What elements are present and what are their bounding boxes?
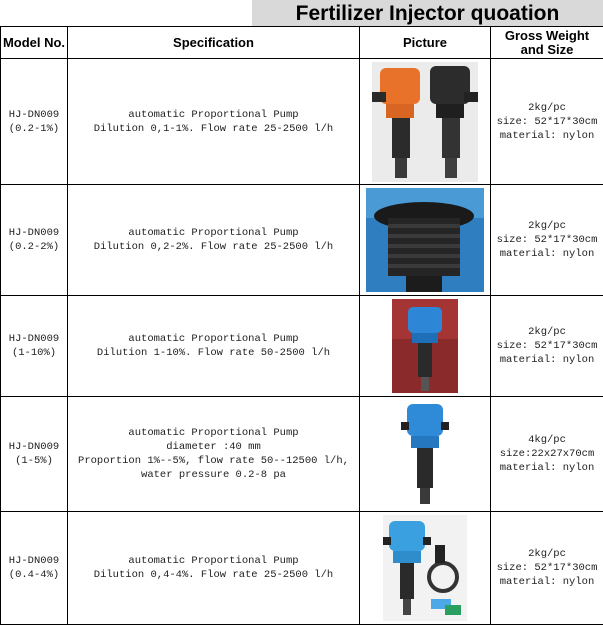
model-cell <box>1 397 68 512</box>
picture-cell <box>360 512 491 625</box>
spec-line: automatic Proportional Pump <box>128 427 299 439</box>
document-title: Fertilizer Injector quoation <box>252 0 603 26</box>
weight-size-cell <box>491 185 603 296</box>
model-range: (1-5%) <box>15 455 53 467</box>
model-number: HJ-DN009 <box>8 333 60 345</box>
picture-cell <box>360 397 491 512</box>
weight-line: 2kg/pc <box>528 548 566 560</box>
size-line: size:22x27x70cm <box>499 448 595 460</box>
picture-cell <box>360 185 491 296</box>
table-row <box>1 296 603 397</box>
model-range: (1-10%) <box>11 347 57 359</box>
model-cell <box>1 59 68 185</box>
specification-cell <box>68 185 360 296</box>
size-line: size: 52*17*30cm <box>496 115 598 128</box>
model-number: HJ-DN009 <box>8 108 60 121</box>
product-photo-blue-injector-large <box>401 400 449 508</box>
model-cell <box>1 185 68 296</box>
model-number: HJ-DN009 <box>8 227 60 239</box>
header-weight-line: and Size <box>520 41 574 57</box>
header-picture: Picture <box>360 27 491 59</box>
weight-size-cell <box>491 397 603 512</box>
spec-line: automatic Proportional Pump <box>128 555 299 567</box>
table-row <box>1 397 603 512</box>
model-cell <box>1 512 68 625</box>
specification-cell <box>68 296 360 397</box>
spec-line: Dilution 0,4-4%. Flow rate 25-2500 l/h <box>93 569 334 581</box>
table-row <box>1 512 603 625</box>
spec-line: diameter :40 mm <box>166 441 261 453</box>
product-photo-orange-black-injectors <box>372 62 478 182</box>
size-line: size: 52*17*30cm <box>496 340 598 352</box>
size-line: size: 52*17*30cm <box>496 562 598 574</box>
product-photo-blue-injector-with-fittings <box>383 515 467 621</box>
quotation-table <box>0 26 603 625</box>
weight-line: 2kg/pc <box>528 326 566 338</box>
spec-line: automatic Proportional Pump <box>128 227 299 239</box>
header-gross-weight <box>491 27 603 59</box>
model-number: HJ-DN009 <box>8 441 60 453</box>
weight-line: 2kg/pc <box>528 101 566 114</box>
weight-size-cell <box>491 296 603 397</box>
header-weight-line: Gross Weight <box>504 27 590 43</box>
material-line: material: nylon <box>499 576 595 588</box>
specification-cell <box>68 59 360 185</box>
picture-cell <box>360 59 491 185</box>
model-cell <box>1 296 68 397</box>
material-line: material: nylon <box>499 129 595 142</box>
product-photo-closeup-injector <box>366 188 484 292</box>
size-line: size: 52*17*30cm <box>496 234 598 246</box>
header-model: Model No. <box>1 27 68 59</box>
model-range: (0.4-4%) <box>8 569 60 581</box>
spec-line: automatic Proportional Pump <box>128 333 299 345</box>
spec-line: Dilution 1-10%. Flow rate 50-2500 l/h <box>96 347 331 359</box>
header-row <box>1 27 603 59</box>
model-range: (0.2-1%) <box>8 122 60 135</box>
spec-line: water pressure 0.2-8 pa <box>141 469 286 481</box>
weight-size-cell <box>491 512 603 625</box>
specification-cell <box>68 512 360 625</box>
spec-line: Proportion 1%--5%, flow rate 50--12500 l/h, <box>78 455 349 467</box>
picture-cell <box>360 296 491 397</box>
model-number: HJ-DN009 <box>8 555 60 567</box>
product-photo-blue-injector <box>392 299 458 393</box>
spec-line: automatic Proportional Pump <box>128 108 299 121</box>
specification-cell <box>68 397 360 512</box>
weight-size-cell <box>491 59 603 185</box>
material-line: material: nylon <box>499 248 595 260</box>
weight-line: 4kg/pc <box>528 434 566 446</box>
spec-line: Dilution 0,2-2%. Flow rate 25-2500 l/h <box>93 241 334 253</box>
spec-line: Dilution 0,1-1%. Flow rate 25-2500 l/h <box>93 122 334 135</box>
table-row <box>1 59 603 185</box>
material-line: material: nylon <box>499 354 595 366</box>
model-range: (0.2-2%) <box>8 241 60 253</box>
weight-line: 2kg/pc <box>528 220 566 232</box>
table-row <box>1 185 603 296</box>
header-specification: Specification <box>68 27 360 59</box>
material-line: material: nylon <box>499 462 595 474</box>
